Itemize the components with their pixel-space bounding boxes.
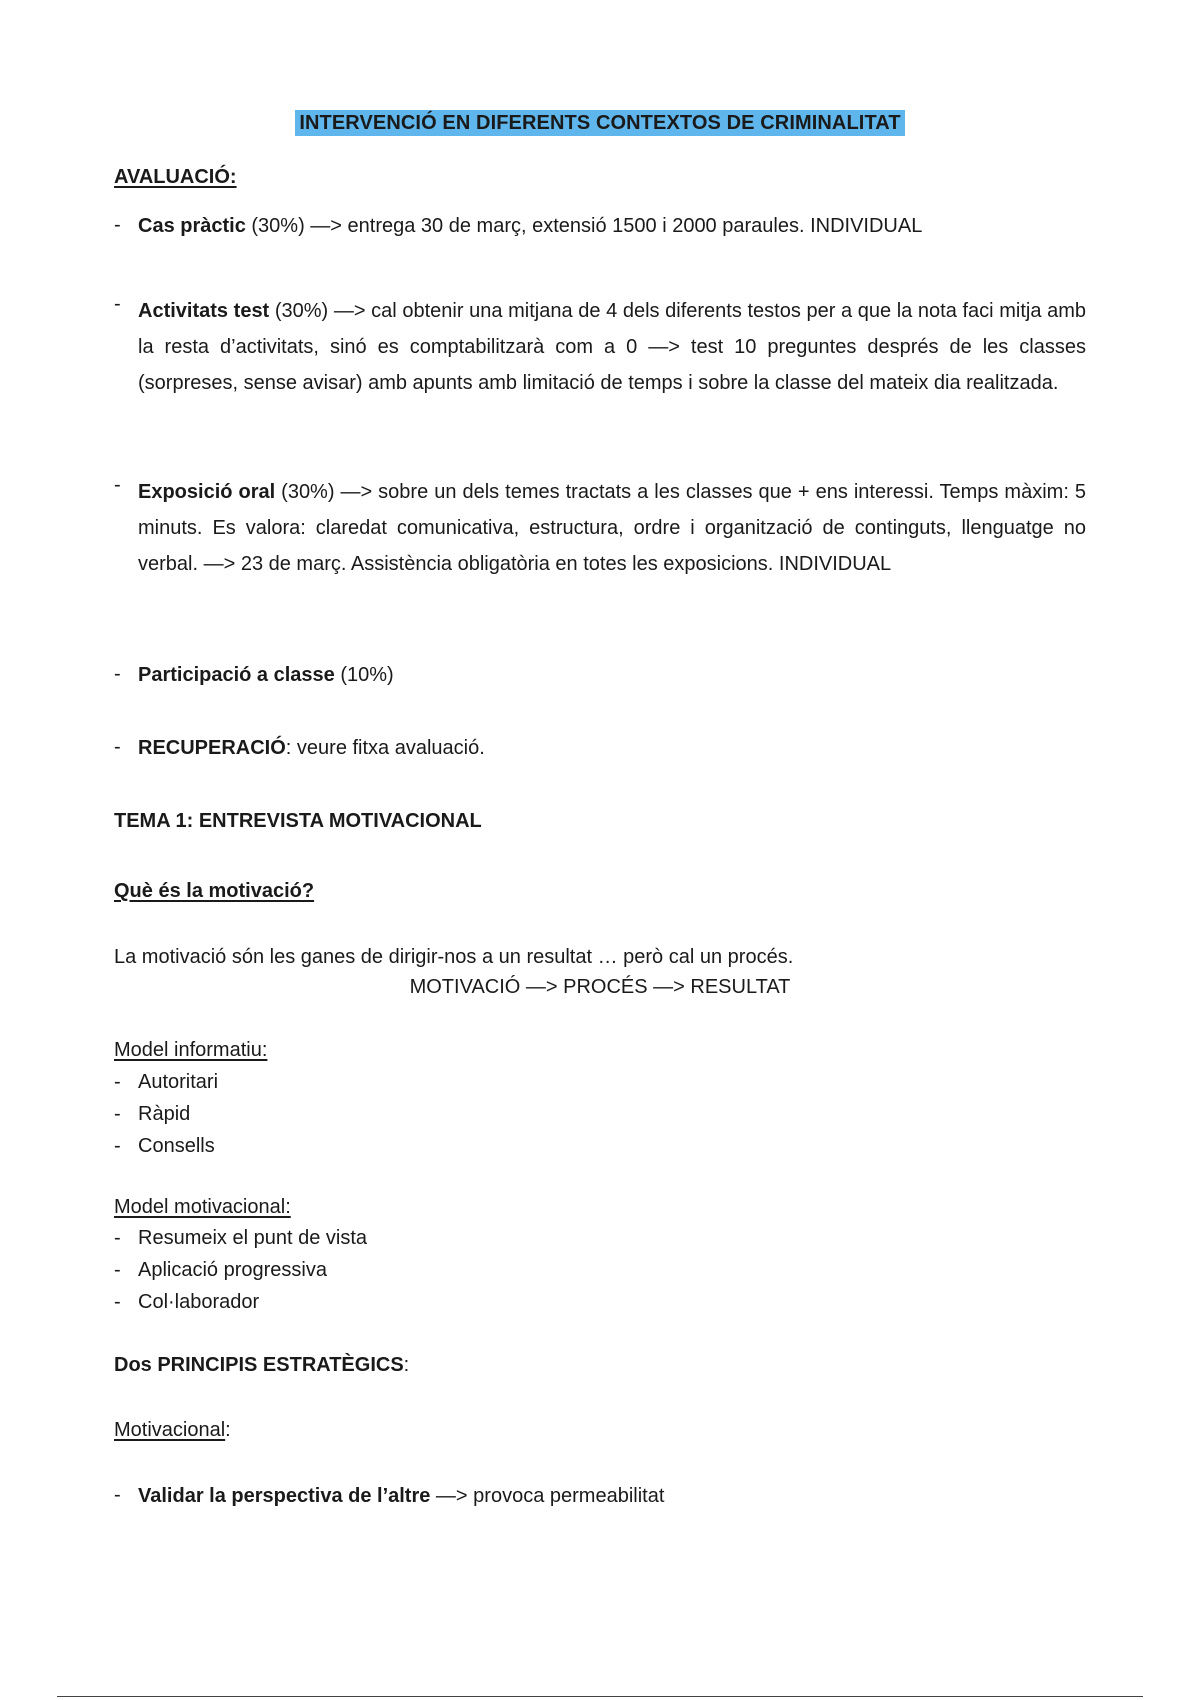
model-informatiu-label: Model informatiu: bbox=[114, 1039, 268, 1061]
bullet-dash: - bbox=[114, 474, 121, 496]
list-item: - Consells bbox=[114, 1135, 215, 1157]
bullet-dash: - bbox=[114, 736, 121, 758]
item-label: Participació a classe bbox=[138, 664, 335, 686]
item-text: (30%) —> sobre un dels temes tractats a les classes que + ens interessi. Temps màxim: 5 minuts. Es valora: claredat comunicativa, estructura, ordre i organització de continguts, llenguatge no verbal. —> 23 de març. Assistència obligatòria en totes les exposicions. INDIVIDUAL bbox=[138, 481, 1086, 575]
item-label: Cas pràctic bbox=[138, 215, 246, 237]
list-item bbox=[114, 293, 1086, 401]
list-item: - Ràpid bbox=[114, 1103, 191, 1125]
item-text: (30%) —> entrega 30 de març, extensió 1500 i 2000 paraules. INDIVIDUAL bbox=[245, 215, 923, 237]
item-text: —> provoca permeabilitat bbox=[430, 1485, 665, 1507]
item-text: : veure fitxa avaluació. bbox=[285, 737, 485, 759]
avaluacio-heading: AVALUACIÓ: bbox=[114, 166, 237, 188]
item-text: (10%) bbox=[334, 664, 394, 686]
document-title: INTERVENCIÓ EN DIFERENTS CONTEXTOS DE CRIMINALITAT bbox=[295, 110, 904, 136]
item-text: (30%) —> cal obtenir una mitjana de 4 dels diferents testos per a que la nota faci mitja amb la resta d’activitats, sinó es comptabilitzarà com a 0 —> test 10 preguntes després de les classes (sorpreses, sense avisar) amb apunts amb limitació de temps i sobre la classe del mateix dia realitzada. bbox=[138, 300, 1086, 394]
list-item: - Col·laborador bbox=[114, 1291, 260, 1313]
item-label: Activitats test bbox=[138, 300, 270, 322]
page-bottom-rule bbox=[57, 1696, 1143, 1697]
item-label: Exposició oral bbox=[138, 481, 276, 503]
motivation-definition: La motivació són les ganes de dirigir-nos a un resultat … però cal un procés. bbox=[114, 946, 794, 968]
bullet-dash: - bbox=[114, 214, 121, 236]
item-label: Validar la perspectiva de l’altre bbox=[138, 1485, 431, 1507]
bullet-dash: - bbox=[114, 663, 121, 685]
item-paragraph bbox=[138, 474, 1086, 582]
title-container bbox=[0, 112, 1200, 135]
bullet-dash: - bbox=[114, 293, 121, 315]
list-item bbox=[114, 1484, 1086, 1508]
item-paragraph bbox=[138, 293, 1086, 401]
item-label: RECUPERACIÓ bbox=[138, 737, 286, 759]
model-informatiu-list bbox=[114, 1066, 218, 1162]
bullet-dash: - bbox=[114, 1484, 121, 1506]
list-item: - Aplicació progressiva bbox=[114, 1259, 327, 1281]
motivacional-label: Motivacional: bbox=[114, 1419, 231, 1441]
list-item bbox=[114, 214, 1086, 238]
model-motivacional-list bbox=[114, 1222, 367, 1318]
list-item bbox=[114, 474, 1086, 582]
list-item bbox=[114, 736, 1086, 760]
model-motivacional-label: Model motivacional: bbox=[114, 1196, 291, 1218]
tema1-heading: TEMA 1: ENTREVISTA MOTIVACIONAL bbox=[114, 810, 482, 832]
list-item: - Autoritari bbox=[114, 1071, 219, 1093]
list-item: - Resumeix el punt de vista bbox=[114, 1227, 368, 1249]
principis-heading: Dos PRINCIPIS ESTRATÈGICS: bbox=[114, 1354, 410, 1376]
motivation-flow: MOTIVACIÓ —> PROCÉS —> RESULTAT bbox=[409, 976, 791, 998]
list-item bbox=[114, 663, 1086, 687]
motivation-question: Què és la motivació? bbox=[114, 880, 315, 902]
